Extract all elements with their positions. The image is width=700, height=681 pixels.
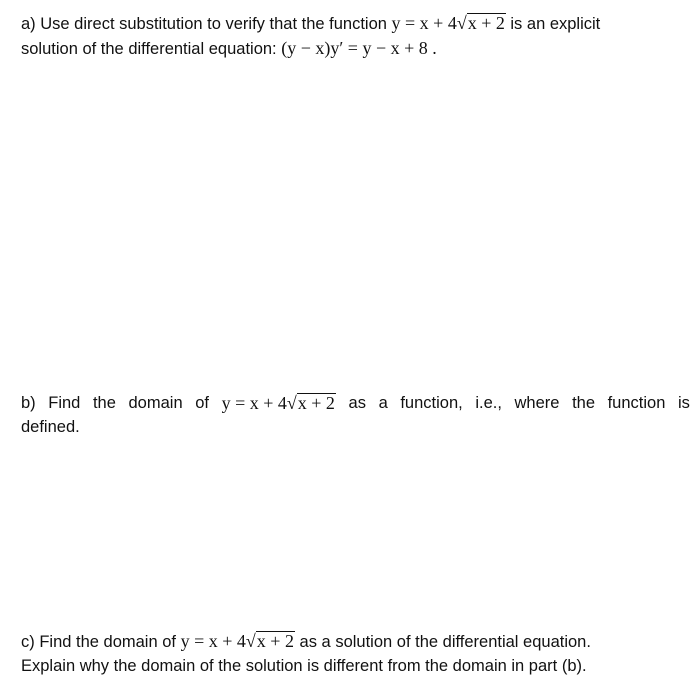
part-b [21,391,690,439]
function-radicand: x + 2 [256,631,294,651]
part-b-word: is [677,394,690,412]
function-radicand: x + 2 [297,393,335,413]
part-b-word: the [92,394,116,412]
function-lhs: y = x + 4 [391,13,457,33]
part-b-line-2: defined. [21,418,80,436]
part-a-line-2 [21,36,600,61]
sqrt-symbol: √x + 2 [286,393,335,413]
part-a-line-1 [21,11,600,36]
part-b-word: function, [400,394,463,412]
part-b-word: i.e., [475,394,502,412]
part-c-line-1 [21,629,591,654]
part-b-word: as [348,394,366,412]
part-c-text-after: as a solution of the differential equation. [299,633,591,651]
sqrt-symbol: √x + 2 [245,631,294,651]
part-a-text-after: is an explicit [510,15,601,33]
part-b-line-1 [21,391,690,415]
part-b-word: a [378,394,388,412]
sqrt-symbol: √x + 2 [456,13,505,33]
part-a-line2-prefix: solution of the differential equation: [21,40,277,58]
part-b-word: where [514,394,560,412]
part-a [21,11,600,61]
part-b-function [222,391,336,415]
part-c-function [181,631,295,651]
differential-equation: (y − x)y′ = y − x + 8 . [281,38,437,58]
part-c-text-before: c) Find the domain of [21,633,176,651]
part-b-word: function [607,394,666,412]
function-lhs: y = x + 4 [221,393,287,413]
part-c-line-2: Explain why the domain of the solution is different from the domain in part (b). [21,657,587,675]
part-b-word: b) [21,394,36,412]
function-lhs: y = x + 4 [180,631,246,651]
part-a-function [392,13,511,33]
part-b-word: Find [48,394,81,412]
part-b-word: of [195,394,209,412]
part-a-text-before: a) Use direct substitution to verify that the function [21,15,387,33]
part-c [21,629,591,678]
function-radicand: x + 2 [467,13,505,33]
part-b-word: the [572,394,595,412]
part-b-word: domain [128,394,183,412]
